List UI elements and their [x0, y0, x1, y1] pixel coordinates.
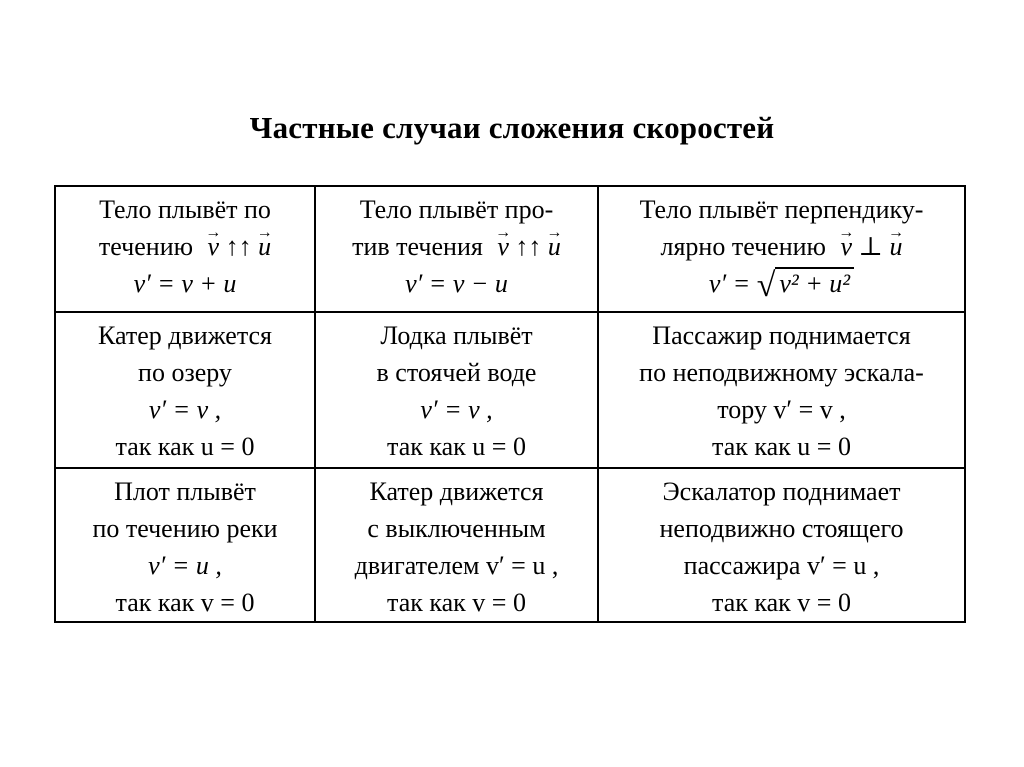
cell-text: пассажира v′ = u ,	[683, 551, 880, 580]
cell-text: так как u = 0	[115, 432, 255, 461]
formula: v′ = v − u	[405, 269, 508, 298]
relation-symbol: ↑↑	[225, 232, 252, 261]
cell-boat-still-water	[316, 313, 599, 469]
page-title: Частные случаи сложения скоростей	[249, 110, 775, 145]
cell-perpendicular	[599, 187, 964, 313]
cell-boat-engine-off	[316, 469, 599, 621]
cell-text: Пассажир поднимается	[652, 321, 911, 350]
cell-text: тору v′ = v ,	[717, 395, 846, 424]
cell-downstream	[56, 187, 316, 313]
cell-text: так как v = 0	[387, 588, 526, 617]
velocity-cases-table	[54, 185, 966, 623]
formula: v′ = v ,	[148, 395, 222, 424]
cell-text: так как v = 0	[712, 588, 851, 617]
cell-text	[661, 228, 903, 265]
cell-text: Тело плывёт по	[99, 195, 271, 224]
cell-text: с выключенным	[367, 514, 546, 543]
formula: v′ = v + u	[133, 269, 237, 298]
sqrt-expression	[757, 265, 854, 304]
cell-text: по неподвижному эскала-	[639, 358, 924, 387]
cell-text: так как u = 0	[387, 432, 526, 461]
cell-text: Плот плывёт	[114, 477, 256, 506]
vector-relation: → v ⊥ → u	[840, 232, 902, 261]
cell-text: тив течения	[352, 232, 483, 261]
cell-boat-lake	[56, 313, 316, 469]
relation-symbol: ⊥	[858, 232, 883, 261]
formula: v′ = v ,	[420, 395, 493, 424]
cell-passenger-escalator	[599, 313, 964, 469]
cell-upstream	[316, 187, 599, 313]
cell-text: Тело плывёт перпендику-	[639, 195, 924, 224]
formula	[709, 265, 854, 304]
cell-text: по озеру	[138, 358, 232, 387]
cell-text	[99, 228, 271, 265]
cell-text	[352, 228, 561, 265]
cell-text: Эскалатор поднимает	[662, 477, 901, 506]
relation-symbol: ↑↑	[515, 232, 542, 261]
cell-text: Катер движется	[97, 321, 273, 350]
cell-text: в стоячей воде	[376, 358, 537, 387]
cell-text: лярно течению	[660, 232, 826, 261]
cell-text: двигателем v′ = u ,	[354, 551, 559, 580]
vector-relation: → v ↑↑ → u	[497, 232, 561, 261]
cell-text: Тело плывёт про-	[359, 195, 554, 224]
formula-left: v′ =	[708, 269, 751, 298]
radical-sign: √	[756, 267, 776, 304]
cell-raft	[56, 469, 316, 621]
cell-escalator-lifts	[599, 469, 964, 621]
cell-text: так как v = 0	[115, 588, 255, 617]
cell-text: течению	[98, 232, 194, 261]
cell-text: неподвижно стоящего	[659, 514, 904, 543]
formula: v′ = u ,	[148, 551, 222, 580]
cell-text: Лодка плывёт	[380, 321, 533, 350]
cell-text: по течению реки	[92, 514, 278, 543]
cell-text: Катер движется	[369, 477, 544, 506]
cell-text: так как u = 0	[712, 432, 851, 461]
radicand: v² + u²	[775, 267, 854, 298]
vector-relation: → v ↑↑ → u	[208, 232, 272, 261]
